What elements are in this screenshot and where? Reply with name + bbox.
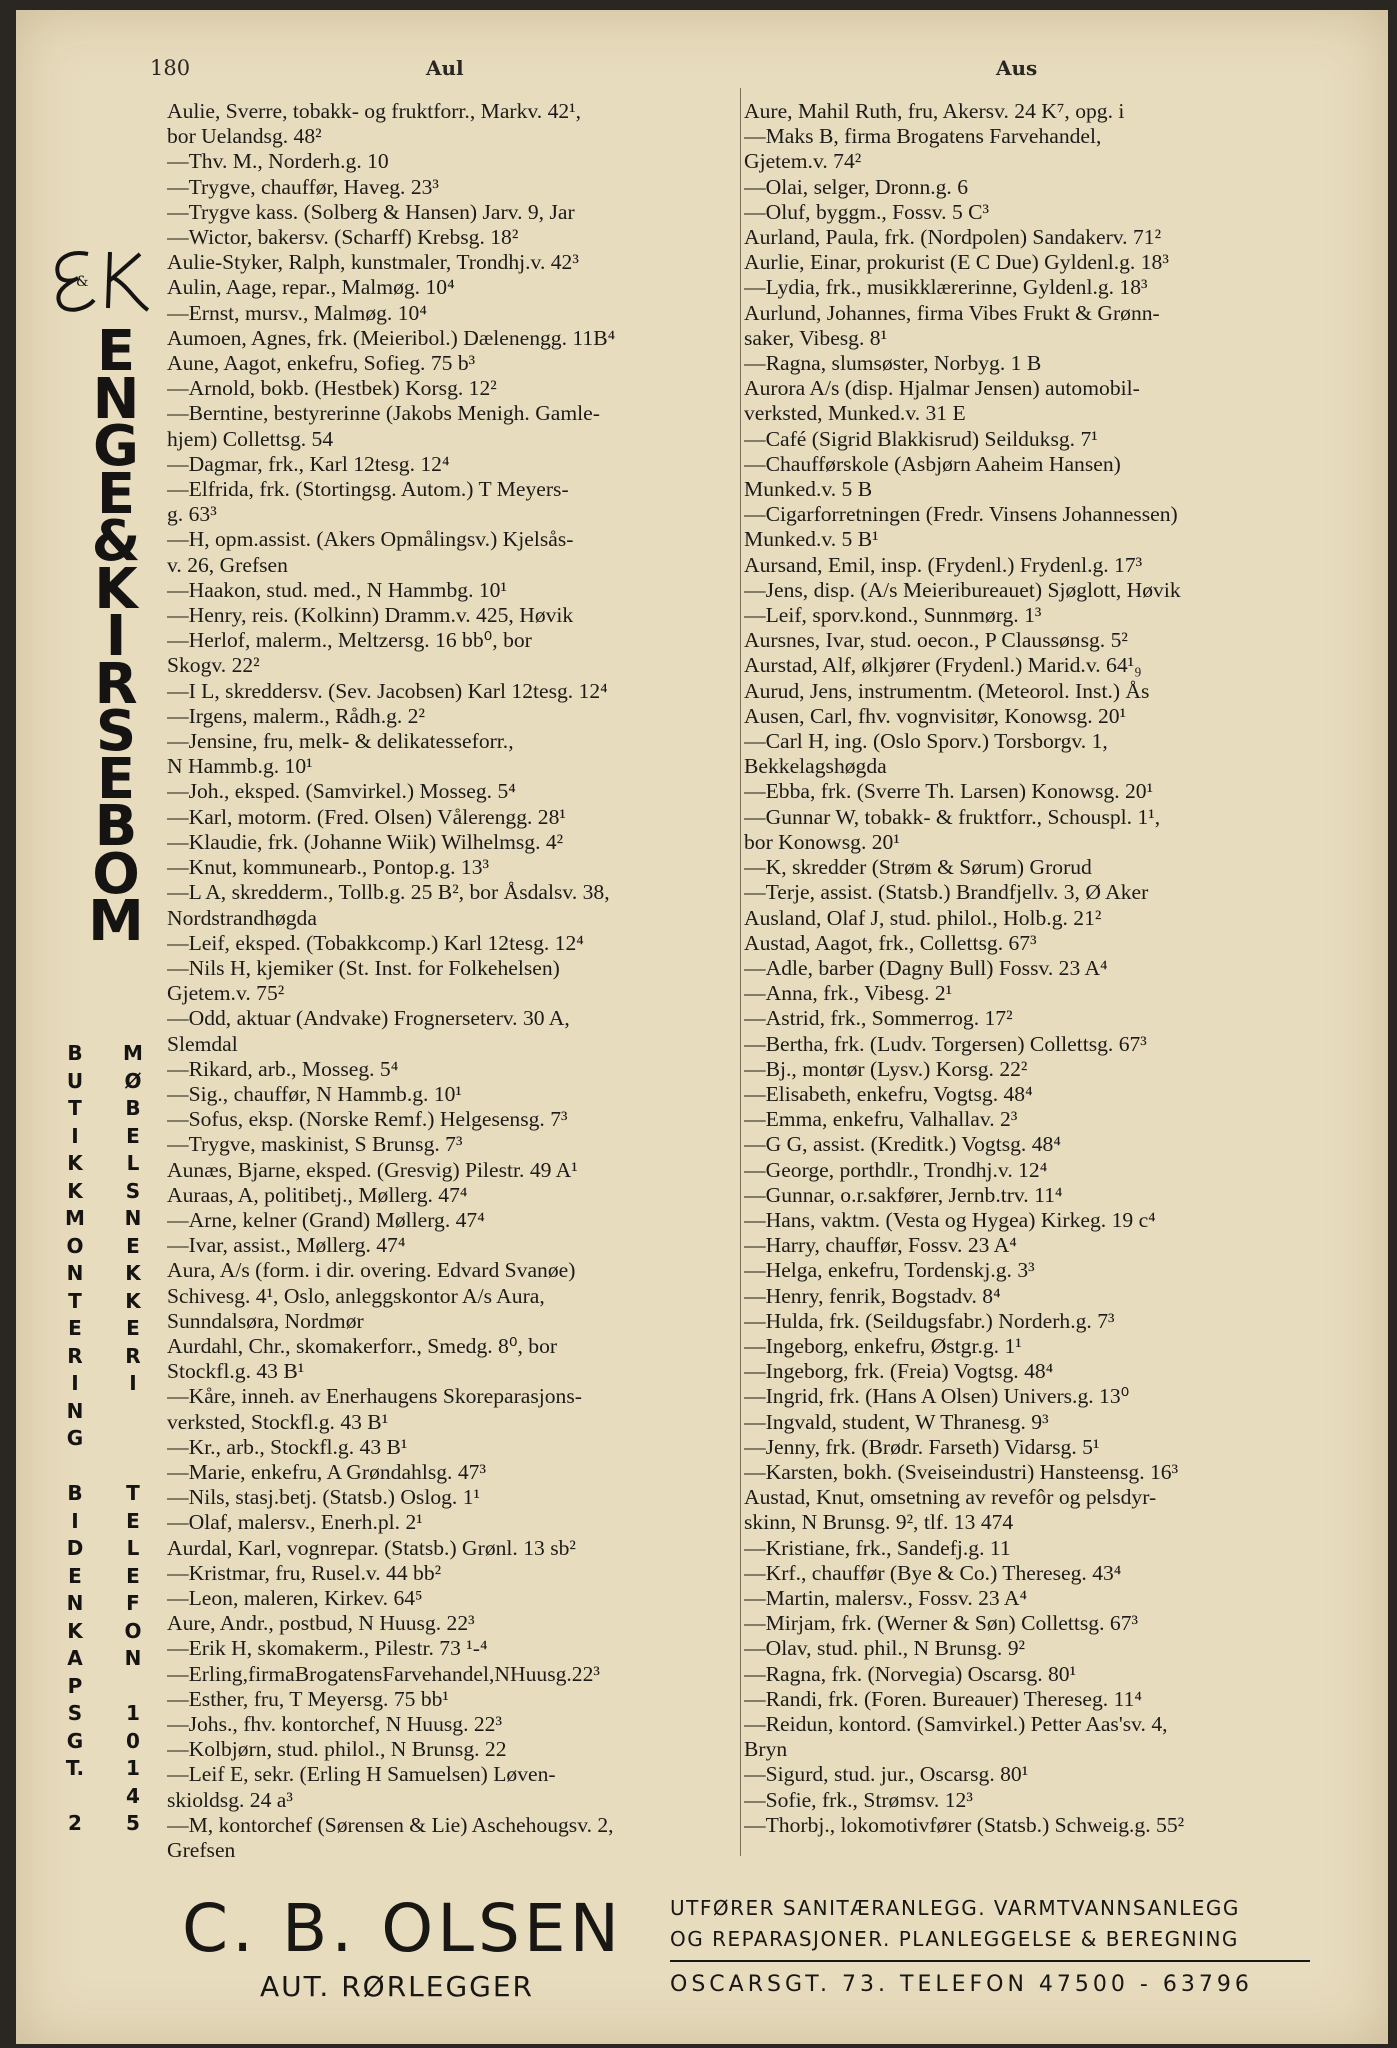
directory-entry-line: Aurora A/s (disp. Hjalmar Jensen) automobil- — [744, 376, 1140, 401]
directory-entry-line: Aurdahl, Chr., skomakerforr., Smedg. 8⁰, bor — [167, 1333, 558, 1358]
directory-entry-line: —Ingeborg, enkefru, Østgr.g. 1¹ — [744, 1333, 1022, 1358]
directory-entry-line: —Esther, fru, T Meyersg. 75 bb¹ — [167, 1686, 449, 1711]
directory-entry-line: —Henry, reis. (Kolkinn) Dramm.v. 425, Høvik — [167, 603, 574, 628]
right-guide-word: Aus — [996, 56, 1038, 80]
directory-entry-line: —Erling,firmaBrogatensFarvehandel,NHuusg.22³ — [167, 1661, 600, 1686]
directory-entry-line: —Jenny, frk. (Brødr. Farseth) Vidarsg. 5¹ — [744, 1434, 1100, 1459]
ad-rule — [670, 1960, 1310, 1962]
directory-entry-line: —Klaudie, frk. (Johanne Wiik) Wilhelmsg. 4² — [167, 829, 564, 854]
services-line-2: OG REPARASJONER. PLANLEGGELSE & BEREGNING — [670, 1927, 1239, 1951]
side-vertical-letter: M — [123, 1041, 143, 1065]
side-vertical-letter: E — [126, 1123, 140, 1148]
side-vertical-letter: E — [126, 1508, 140, 1533]
directory-entry-line: —Leif E, sekr. (Erling H Samuelsen) Løven- — [167, 1762, 556, 1787]
directory-entry-line: —Johs., fhv. kontorchef, N Huusg. 22³ — [167, 1712, 502, 1736]
directory-entry-line: —Sig., chauffør, N Hammb.g. 10¹ — [167, 1081, 462, 1106]
side-vertical-letter: R — [125, 1343, 141, 1368]
directory-entry-line: Gjetem.v. 74² — [744, 149, 862, 174]
side-big-letter: O — [92, 841, 140, 907]
directory-entry-line: Aumoen, Agnes, frk. (Meieribol.) Dælenengg. 11B⁴ — [167, 325, 616, 350]
side-vertical-letter: 5 — [126, 1811, 140, 1835]
directory-entry-line: skinn, N Brunsg. 9², tlf. 13 474 — [744, 1510, 1014, 1535]
directory-entry-line: —Ragna, frk. (Norvegia) Oscarsg. 80¹ — [744, 1661, 1077, 1686]
directory-entry-line: —Kåre, inneh. av Enerhaugens Skoreparasjons- — [167, 1384, 582, 1409]
side-vertical-letter: K — [67, 1178, 83, 1203]
directory-entry-line: —M, kontorchef (Sørensen & Lie) Aschehougsv. 2, — [167, 1812, 614, 1837]
directory-entry-line: Aurland, Paula, frk. (Nordpolen) Sandakerv. 71² — [744, 225, 1162, 250]
directory-entry-line: —Olaf, malersv., Enerh.pl. 2¹ — [167, 1510, 423, 1535]
directory-entry-line: Aulie, Sverre, tobakk- og fruktforr., Markv. 42¹, — [167, 99, 582, 123]
side-big-letter: R — [94, 651, 138, 717]
directory-entry-line: Ausen, Carl, fhv. vognvisitør, Konowsg. 20¹ — [744, 703, 1127, 728]
directory-entry-line: —Elfrida, frk. (Stortingsg. Autom.) T Meyers- — [167, 477, 569, 502]
directory-entry-line: Aure, Andr., postbud, N Huusg. 22³ — [167, 1611, 475, 1636]
side-vertical-letter: 4 — [126, 1783, 140, 1808]
directory-entry-line: —Adle, barber (Dagny Bull) Fossv. 23 A⁴ — [744, 955, 1108, 980]
directory-entry-line: —Leif, sporv.kond., Sunnmørg. 1³ — [744, 603, 1042, 628]
side-vertical-letter: I — [71, 1371, 79, 1395]
directory-entry-line: —Nils H, kjemiker (St. Inst. for Folkehelsen) — [167, 955, 560, 980]
directory-entry-line: saker, Vibesg. 8¹ — [744, 325, 888, 350]
directory-entry-line: —Leon, maleren, Kirkev. 64⁵ — [167, 1585, 423, 1610]
directory-entry-line: —Café (Sigrid Blakkisrud) Seilduksg. 7¹ — [744, 426, 1098, 451]
directory-entry-line: —Gunnar W, tobakk- & fruktforr., Schouspl. 1¹, — [744, 804, 1161, 829]
directory-entry-line: —Krf., chauffør (Bye & Co.) Thereseg. 43⁴ — [744, 1560, 1122, 1585]
directory-entry-line: Aune, Aagot, enkefru, Sofieg. 75 b³ — [167, 351, 476, 376]
directory-entry-line: Aursand, Emil, insp. (Frydenl.) Frydenl.g. 17³ — [744, 552, 1143, 577]
directory-entry-line: —Wictor, bakersv. (Scharff) Krebsg. 18² — [167, 225, 519, 250]
side-big-letter: E — [96, 319, 136, 384]
side-vertical-letter: N — [66, 1261, 84, 1285]
directory-entry-line: —Haakon, stud. med., N Hammbg. 10¹ — [167, 577, 507, 602]
directory-entry-line: —Oluf, byggm., Fossv. 5 C³ — [744, 199, 990, 224]
side-vertical-letter: S — [125, 1178, 141, 1203]
side-vertical-letter: N — [124, 1206, 142, 1230]
side-big-letter: E — [96, 461, 136, 527]
side-vertical-letter: K — [125, 1261, 141, 1285]
directory-entry-line: —Astrid, frk., Sommerrog. 17² — [744, 1006, 1013, 1031]
side-big-letter: G — [93, 414, 139, 479]
directory-entry-line: Stockfl.g. 43 B¹ — [167, 1359, 305, 1384]
side-big-letter: E — [96, 746, 136, 812]
svg-text:&: & — [76, 274, 89, 290]
side-vertical-letter: K — [67, 1151, 83, 1175]
side-vertical-letter: I — [71, 1508, 79, 1533]
directory-entry-line: N Hammb.g. 10¹ — [167, 754, 313, 779]
directory-entry-line: Bekkelagshøgda — [744, 754, 887, 779]
left-entry-column — [167, 99, 737, 1859]
directory-entry-line: —L A, skredderm., Tollb.g. 25 B², bor Åsdalsv. 38, — [167, 880, 610, 905]
side-big-letter: B — [94, 794, 138, 859]
directory-entry-line: —Sigurd, stud. jur., Oscarsg. 80¹ — [744, 1762, 1029, 1787]
advertiser-name: C. B. OLSEN — [182, 1890, 623, 1967]
directory-entry-line: Nordstrandhøgda — [167, 905, 317, 930]
directory-entry-line: —Terje, assist. (Statsb.) Brandfjellv. 3, Ø Aker — [744, 880, 1149, 905]
side-vertical-letter: 1 — [126, 1756, 140, 1780]
directory-entry-line: —Herlof, malerm., Meltzersg. 16 bb⁰, bor — [167, 628, 532, 653]
directory-entry-line: Munked.v. 5 B¹ — [744, 527, 879, 552]
directory-entry-line: —Sofie, frk., Strømsv. 12³ — [744, 1787, 973, 1812]
directory-entry-line: —Hulda, frk. (Seildugsfabr.) Norderh.g. 7³ — [744, 1308, 1115, 1333]
directory-entry-line: —Helga, enkefru, Tordenskj.g. 3³ — [744, 1258, 1035, 1283]
side-vertical-letter: K — [67, 1618, 83, 1643]
side-vertical-letter: 0 — [126, 1728, 140, 1753]
page-number: 180 — [150, 56, 191, 80]
directory-entry-line: —Jensine, fru, melk- & delikatesseforr., — [167, 729, 514, 754]
directory-entry-line: —Leif, eksped. (Tobakkcomp.) Karl 12tesg. 12⁴ — [167, 930, 584, 955]
directory-entry-line: —Arne, kelner (Grand) Møllerg. 47⁴ — [167, 1207, 485, 1232]
directory-entry-line: —Lydia, frk., musikklærerinne, Gyldenl.g. 18³ — [744, 275, 1148, 300]
directory-entry-line: —Trygve, chauffør, Haveg. 23³ — [167, 174, 439, 199]
side-vertical-letter: E — [68, 1316, 82, 1340]
address-phone-line: OSCARSGT. 73. TELEFON 47500 - 63796 — [670, 1972, 1253, 1997]
directory-entry-line: —Bj., montør (Lysv.) Korsg. 22² — [744, 1056, 1028, 1081]
side-vertical-letter: M — [65, 1206, 85, 1230]
directory-entry-line: —Mirjam, frk. (Werner & Søn) Collettsg. 67³ — [744, 1611, 1138, 1636]
side-big-letter: K — [94, 556, 138, 622]
directory-entry-line: Austad, Aagot, frk., Collettsg. 67³ — [744, 930, 1037, 955]
side-vertical-letter: T. — [65, 1756, 85, 1780]
directory-entry-line: Austad, Knut, omsetning av revefôr og pelsdyr- — [744, 1485, 1157, 1510]
directory-entry-line: —Ernst, mursv., Malmøg. 10⁴ — [167, 300, 427, 325]
directory-entry-line: Skogv. 22² — [167, 653, 260, 678]
services-line-1: UTFØRER SANITÆRANLEGG. VARMTVANNSANLEGG — [670, 1896, 1240, 1920]
directory-entry-line: Aurstad, Alf, ølkjører (Frydenl.) Marid.v. 64¹₉ — [744, 653, 1142, 678]
side-vertical-letter: G — [66, 1728, 84, 1753]
side-vertical-letter: B — [125, 1096, 141, 1120]
directory-entry-line: Sunndalsøra, Nordmør — [167, 1308, 364, 1333]
directory-entry-line: —Irgens, malerm., Rådh.g. 2² — [167, 703, 425, 728]
side-advertisement — [42, 220, 162, 1860]
directory-entry-line: bor Uelandsg. 48² — [167, 124, 322, 149]
directory-entry-line: —Thorbj., lokomotivfører (Statsb.) Schweig.g. 55² — [744, 1812, 1185, 1837]
directory-entry-line: —I L, skreddersv. (Sev. Jacobsen) Karl 12tesg. 12⁴ — [167, 678, 608, 703]
directory-entry-line: Aursnes, Ivar, stud. oecon., P Claussønsg. 5² — [744, 628, 1128, 653]
side-vertical-letter: E — [126, 1563, 140, 1588]
directory-entry-line: Auraas, A, politibetj., Møllerg. 47⁴ — [167, 1182, 468, 1207]
left-guide-word: Aul — [426, 56, 464, 80]
directory-entry-line: Schivesg. 4¹, Oslo, anleggskontor A/s Aura, — [167, 1283, 545, 1308]
side-vertical-letter: P — [67, 1673, 83, 1698]
side-big-letter: N — [92, 366, 140, 432]
directory-entry-line: —Gunnar, o.r.sakfører, Jernb.trv. 11⁴ — [744, 1182, 1063, 1207]
directory-entry-line: —Olav, stud. phil., N Brunsg. 9² — [744, 1636, 1025, 1661]
directory-entry-line: —Cigarforretningen (Fredr. Vinsens Johannessen) — [744, 502, 1178, 527]
directory-entry-line: Grefsen — [167, 1838, 236, 1859]
directory-entry-line: —Thv. M., Norderh.g. 10 — [167, 149, 389, 174]
directory-entry-line: —Berntine, bestyrerinne (Jakobs Menigh. Gamle- — [167, 401, 600, 426]
directory-entry-line: hjem) Collettsg. 54 — [167, 426, 334, 451]
directory-entry-line: —Ingvald, student, W Thranesg. 9³ — [744, 1409, 1049, 1434]
side-vertical-letter: E — [68, 1563, 82, 1588]
side-vertical-letter: F — [126, 1591, 140, 1615]
directory-entry-line: —Arnold, bokb. (Hestbek) Korsg. 12² — [167, 376, 497, 401]
directory-entry-line: —Henry, fenrik, Bogstadv. 8⁴ — [744, 1283, 1001, 1308]
directory-entry-line: Slemdal — [167, 1031, 238, 1056]
side-vertical-letter: S — [67, 1701, 83, 1725]
directory-entry-line: Bryn — [744, 1737, 788, 1762]
side-vertical-letter: G — [66, 1426, 84, 1450]
directory-entry-line: Aulin, Aage, repar., Malmøg. 10⁴ — [167, 275, 455, 300]
directory-entry-line: —Ebba, frk. (Sverre Th. Larsen) Konowsg. 20¹ — [744, 779, 1154, 804]
side-vertical-letter: T — [68, 1096, 82, 1120]
directory-entry-line: —Carl H, ing. (Oslo Sporv.) Torsborgv. 1, — [744, 729, 1108, 754]
side-big-letter: & — [91, 509, 141, 574]
side-vertical-letter: T — [126, 1481, 140, 1505]
side-vertical-letter: L — [126, 1536, 140, 1560]
directory-entry-line: v. 26, Grefsen — [167, 552, 288, 577]
directory-entry-line: —Randi, frk. (Foren. Bureauer) Thereseg. 11⁴ — [744, 1686, 1142, 1711]
directory-entry-line: —Ivar, assist., Møllerg. 47⁴ — [167, 1233, 406, 1258]
directory-entry-line: —G G, assist. (Kreditk.) Vogtsg. 48⁴ — [744, 1132, 1061, 1157]
directory-entry-line: —Trygve kass. (Solberg & Hansen) Jarv. 9, Jar — [167, 199, 575, 224]
directory-entry-line: verksted, Stockfl.g. 43 B¹ — [167, 1409, 389, 1434]
side-big-letter: I — [105, 604, 127, 669]
side-vertical-letter: O — [124, 1618, 142, 1643]
directory-entry-line: —Anna, frk., Vibesg. 2¹ — [744, 981, 953, 1006]
directory-entry-line: Ausland, Olaf J, stud. philol., Holb.g. 21² — [744, 905, 1102, 930]
olsen-advertisement — [170, 1880, 1325, 2003]
directory-entry-line: —Knut, kommunearb., Pontop.g. 13³ — [167, 855, 489, 880]
side-vertical-letter: 2 — [68, 1811, 82, 1835]
directory-entry-line: —K, skredder (Strøm & Sørum) Grorud — [744, 855, 1092, 880]
directory-entry-line: Aurdal, Karl, vognrepar. (Statsb.) Grønl. 13 sb² — [167, 1535, 576, 1560]
directory-entry-line: —H, opm.assist. (Akers Opmålingsv.) Kjelsås- — [167, 527, 574, 552]
directory-entry-line: Aurlund, Johannes, firma Vibes Frukt & Grønn- — [744, 300, 1160, 325]
directory-entry-line: —Elisabeth, enkefru, Vogtsg. 48⁴ — [744, 1081, 1033, 1106]
directory-entry-line: Aura, A/s (form. i dir. overing. Edvard Svanøe) — [167, 1258, 576, 1283]
side-vertical-letter: L — [126, 1151, 140, 1175]
directory-entry-line: —Hans, vaktm. (Vesta og Hygea) Kirkeg. 19 c⁴ — [744, 1207, 1156, 1232]
side-vertical-letter: O — [66, 1233, 84, 1258]
side-vertical-letter: I — [129, 1371, 137, 1395]
directory-entry-line: —Ingrid, frk. (Hans A Olsen) Univers.g. 13⁰ — [744, 1384, 1130, 1409]
directory-entry-line: —Jens, disp. (A/s Meieribureauet) Sjøglott, Høvik — [744, 577, 1181, 602]
directory-entry-line: —Karl, motorm. (Fred. Olsen) Vålerengg. 28¹ — [167, 804, 566, 829]
directory-entry-line: Aulie-Styker, Ralph, kunstmaler, Trondhj.v. 42³ — [167, 250, 579, 275]
directory-entry-line: —Sofus, eksp. (Norske Remf.) Helgesensg. 7³ — [167, 1107, 568, 1132]
directory-entry-line: —Trygve, maskinist, S Brunsg. 7³ — [167, 1132, 463, 1157]
directory-entry-line: g. 63³ — [167, 502, 217, 527]
directory-entry-line: skioldsg. 24 a³ — [167, 1787, 293, 1812]
directory-entry-line: —Martin, malersv., Fossv. 23 A⁴ — [744, 1585, 1028, 1610]
side-vertical-letter: R — [67, 1343, 83, 1368]
directory-entry-line: —Kr., arb., Stockfl.g. 43 B¹ — [167, 1434, 408, 1459]
side-vertical-letter: E — [126, 1316, 140, 1340]
side-vertical-letter: A — [67, 1646, 83, 1670]
directory-entry-line: —Maks B, firma Brogatens Farvehandel, — [744, 124, 1102, 149]
directory-entry-line: Aure, Mahil Ruth, fru, Akersv. 24 K⁷, opg. i — [744, 99, 1125, 123]
directory-entry-line: verksted, Munked.v. 31 E — [744, 401, 966, 426]
directory-entry-line: —Harry, chauffør, Fossv. 23 A⁴ — [744, 1233, 1017, 1258]
side-vertical-letter: U — [66, 1068, 84, 1093]
side-big-letter: M — [88, 889, 144, 954]
side-vertical-letter: N — [66, 1591, 84, 1615]
directory-entry-line: Munked.v. 5 B — [744, 477, 873, 502]
directory-entry-line: —Nils, stasj.betj. (Statsb.) Oslog. 1¹ — [167, 1485, 480, 1510]
directory-entry-line: —Odd, aktuar (Andvake) Frognerseterv. 30 A, — [167, 1006, 570, 1031]
directory-entry-line: bor Konowsg. 20¹ — [744, 829, 900, 854]
directory-entry-line: Gjetem.v. 75² — [167, 981, 285, 1006]
directory-entry-line: —Kolbjørn, stud. philol., N Brunsg. 22 — [167, 1737, 507, 1762]
side-vertical-letter: Ø — [124, 1068, 142, 1093]
side-vertical-letter: B — [67, 1481, 83, 1505]
side-vertical-letter: E — [126, 1233, 140, 1258]
directory-entry-line: Aurlie, Einar, prokurist (E C Due) Gyldenl.g. 18³ — [744, 250, 1169, 275]
side-vertical-letter: T — [68, 1288, 82, 1313]
directory-entry-line: —Karsten, bokh. (Sveiseindustri) Hansteensg. 16³ — [744, 1459, 1179, 1484]
side-vertical-letter: N — [124, 1646, 142, 1670]
directory-entry-line: —Marie, enkefru, A Grøndahlsg. 47³ — [167, 1459, 486, 1484]
directory-entry-line: —Olai, selger, Dronn.g. 6 — [744, 174, 969, 199]
directory-entry-line: —Emma, enkefru, Valhallav. 2³ — [744, 1107, 1018, 1132]
side-vertical-letter: D — [66, 1536, 84, 1560]
directory-entry-line: —Rikard, arb., Mosseg. 5⁴ — [167, 1056, 399, 1081]
directory-entry-line: Aurud, Jens, instrumentm. (Meteorol. Inst.) Ås — [744, 678, 1150, 703]
directory-entry-line: —Erik H, skomakerm., Pilestr. 73 ¹-⁴ — [167, 1636, 488, 1661]
directory-entry-line: —Kristmar, fru, Rusel.v. 44 bb² — [167, 1560, 442, 1585]
side-vertical-letter: N — [66, 1398, 84, 1423]
directory-entry-line: —Dagmar, frk., Karl 12tesg. 12⁴ — [167, 451, 450, 476]
directory-entry-line: —Ingeborg, frk. (Freia) Vogtsg. 48⁴ — [744, 1359, 1054, 1384]
side-vertical-letter: I — [71, 1123, 79, 1148]
advertiser-title: AUT. RØRLEGGER — [260, 1970, 535, 2003]
side-vertical-letter: 1 — [126, 1701, 140, 1725]
column-divider — [740, 88, 741, 1856]
right-entry-column — [744, 99, 1314, 1859]
directory-entry-line: Aunæs, Bjarne, eksped. (Gresvig) Pilestr. 49 A¹ — [167, 1157, 578, 1182]
side-big-letter: S — [95, 699, 137, 764]
directory-entry-line: —Reidun, kontord. (Samvirkel.) Petter Aas'sv. 4, — [744, 1712, 1168, 1736]
directory-entry-line: —Chaufførskole (Asbjørn Aaheim Hansen) — [744, 451, 1121, 476]
side-vertical-letter: K — [125, 1288, 141, 1313]
directory-entry-line: —Bertha, frk. (Ludv. Torgersen) Collettsg. 67³ — [744, 1031, 1147, 1056]
side-vertical-letter: B — [67, 1041, 83, 1065]
directory-entry-line: —Kristiane, frk., Sandefj.g. 11 — [744, 1535, 1011, 1560]
directory-entry-line: —Ragna, slumsøster, Norbyg. 1 B — [744, 351, 1042, 376]
ek-monogram-logo — [48, 246, 156, 316]
directory-entry-line: —Joh., eksped. (Samvirkel.) Mosseg. 5⁴ — [167, 779, 516, 804]
directory-entry-line: —George, porthdlr., Trondhj.v. 12⁴ — [744, 1157, 1048, 1182]
